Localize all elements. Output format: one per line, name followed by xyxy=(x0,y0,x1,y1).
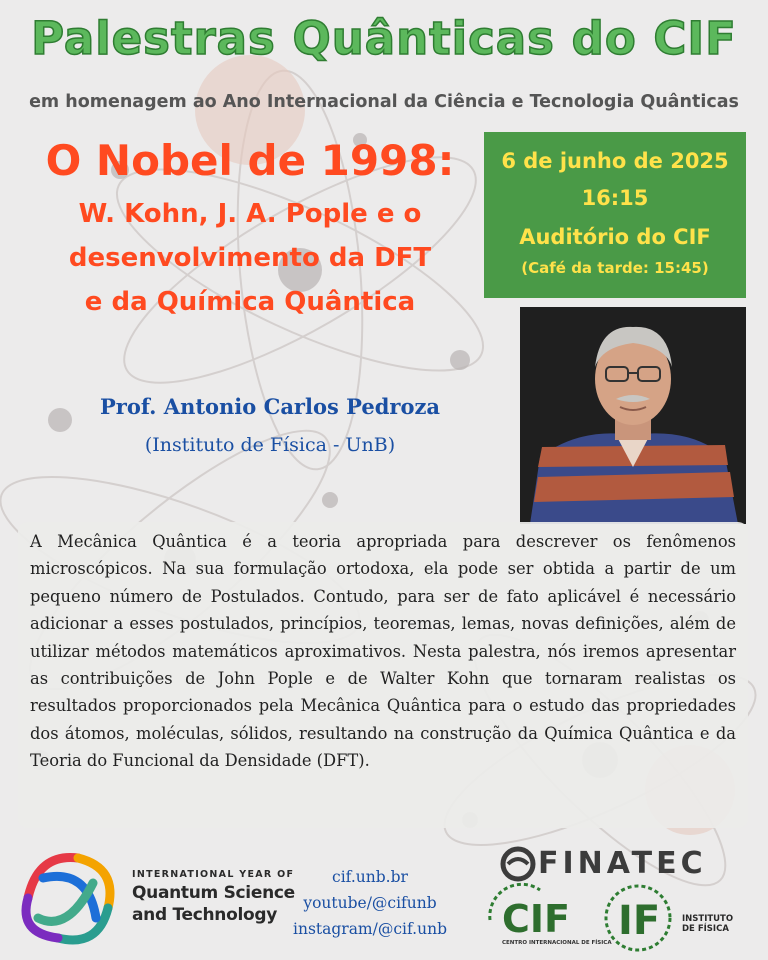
speaker-name: Prof. Antonio Carlos Pedroza xyxy=(100,394,440,419)
speaker-photo xyxy=(520,307,746,524)
event-coffee: (Café da tarde: 15:45) xyxy=(521,259,709,277)
iyq-logo-icon xyxy=(8,838,130,956)
link-youtube[interactable]: youtube/@cifunb xyxy=(303,894,437,912)
cif-logo-caption: CENTRO INTERNACIONAL DE FÍSICA xyxy=(502,940,612,946)
abstract-box xyxy=(18,522,748,828)
link-website[interactable]: cif.unb.br xyxy=(332,868,408,886)
event-info-box xyxy=(484,132,746,298)
event-time: 16:15 xyxy=(581,186,649,210)
link-instagram[interactable]: instagram/@cif.unb xyxy=(293,920,447,938)
event-date: 6 de junho de 2025 xyxy=(501,149,729,173)
event-venue: Auditório do CIF xyxy=(519,225,711,249)
iyq-line2: Quantum Science xyxy=(132,883,295,903)
talk-title-line2: W. Kohn, J. A. Pople e o xyxy=(78,199,422,229)
if-logo-text: IF xyxy=(618,898,661,944)
iyq-line1: INTERNATIONAL YEAR OF xyxy=(132,869,295,880)
speaker-institution: (Instituto de Física - UnB) xyxy=(144,434,396,456)
contact-links xyxy=(290,864,450,942)
talk-title-line1: O Nobel de 1998: xyxy=(45,136,455,185)
series-subtitle: em homenagem ao Ano Internacional da Ciência e Tecnologia Quânticas xyxy=(29,92,739,112)
iyq-line3: and Technology xyxy=(132,905,278,925)
speaker-portrait-illustration xyxy=(520,307,746,524)
talk-title xyxy=(30,130,470,324)
if-label-line2: DE FÍSICA xyxy=(682,924,729,934)
series-title: Palestras Quânticas do CIF xyxy=(31,12,737,65)
talk-title-line3: desenvolvimento da DFT xyxy=(68,243,432,273)
if-label-line1: INSTITUTO xyxy=(682,914,734,924)
cif-logo-text: CIF xyxy=(502,897,570,941)
if-label xyxy=(682,914,762,934)
finatec-wordmark: FINATEC xyxy=(538,846,707,881)
abstract-text: A Mecânica Quântica é a teoria apropriada para descrever os fenômenos microscópicos. Na sua formulação ortodoxa, ela pode ser obtida a partir de um pequeno número de Postulados. Contudo, para ser de fato aplicável é necessário adicionar a esses postulados, princípios, teoremas, lemas, novas definições, além de utilizar métodos matemáticos aproximativos. Nesta palestra, nós iremos apresentar as contribuições de John Pople e de Walter Kohn que tornaram realistas os resultados proporcionados pela Mecânica Quântica para o estudo das propriedades dos átomos, moléculas, sólidos, resultando na construção da Química Quântica e da Teoria do Funcional da Densidade (DFT). xyxy=(30,532,736,771)
iyq-wordmark xyxy=(132,868,302,926)
talk-title-line4: e da Química Quântica xyxy=(84,287,416,317)
cif-logo-icon xyxy=(480,880,612,956)
